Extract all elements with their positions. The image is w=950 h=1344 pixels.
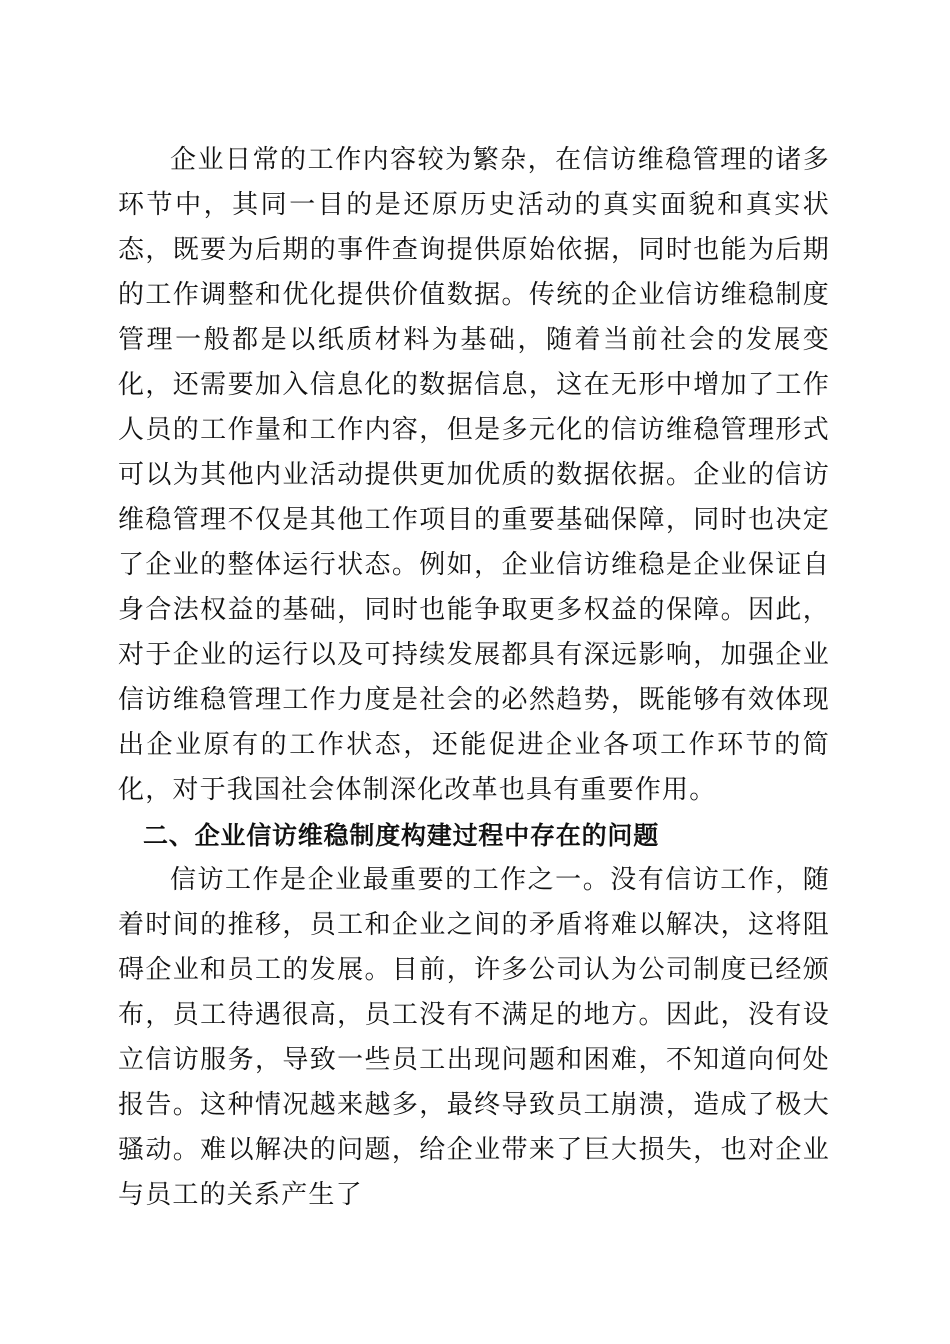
body-paragraph-2: 信访工作是企业最重要的工作之一。没有信访工作，随着时间的推移，员工和企业之间的矛盾将难以解决，这将阻碍企业和员工的发展。目前，许多公司认为公司制度已经颁布，员工待遇很高，员工没有不满足的地方。因此，没有设立信访服务，导致一些员工出现问题和困难，不知道向何处报告。这种情况越来越多，最终导致员工崩溃，造成了极大骚动。难以解决的问题，给企业带来了巨大损失，也对企业与员工的关系产生了 xyxy=(118,865,830,1210)
document-body xyxy=(118,138,830,1218)
section-heading-2: 二、企业信访维稳制度构建过程中存在的问题 xyxy=(143,821,660,850)
body-paragraph-1: 企业日常的工作内容较为繁杂，在信访维稳管理的诸多环节中，其同一目的是还原历史活动的真实面貌和真实状态，既要为后期的事件查询提供原始依据，同时也能为后期的工作调整和优化提供价值数据。传统的企业信访维稳制度管理一般都是以纸质材料为基础，随着当前社会的发展变化，还需要加入信息化的数据信息，这在无形中增加了工作人员的工作量和工作内容，但是多元化的信访维稳管理形式可以为其他内业活动提供更加优质的数据依据。企业的信访维稳管理不仅是其他工作项目的重要基础保障，同时也决定了企业的整体运行状态。例如，企业信访维稳是企业保证自身合法权益的基础，同时也能争取更多权益的保障。因此，对于企业的运行以及可持续发展都具有深远影响，加强企业信访维稳管理工作力度是社会的必然趋势，既能够有效体现出企业原有的工作状态，还能促进企业各项工作环节的简化，对于我国社会体制深化改革也具有重要作用。 xyxy=(118,145,830,805)
